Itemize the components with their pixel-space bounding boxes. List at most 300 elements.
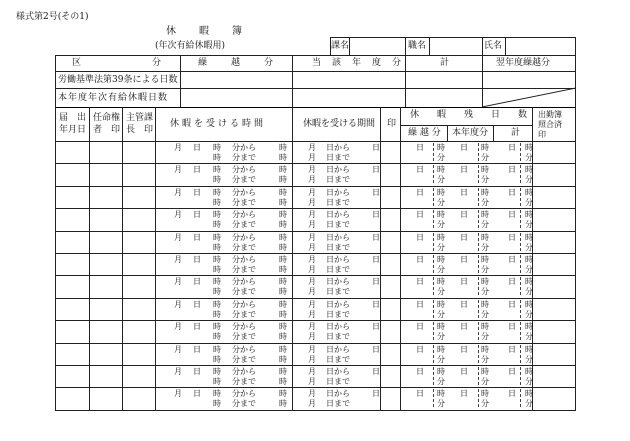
unit-day-to: 日まで — [326, 354, 350, 364]
unit-min: 分 — [437, 309, 445, 319]
unit-day: 日 — [416, 322, 424, 332]
unit-min-to: 分まで — [232, 309, 256, 319]
dashed-separator — [478, 345, 479, 363]
unit-day: 日 — [193, 367, 201, 376]
unit-month: 月 — [308, 187, 316, 197]
unit-day: 日 — [372, 344, 380, 354]
unit-min: 分 — [525, 377, 533, 386]
unit-day-to: 日まで — [326, 399, 350, 409]
unit-day: 日 — [508, 255, 516, 264]
unit-hour: 時 — [481, 367, 489, 376]
unit-day: 日 — [193, 255, 201, 264]
table-row — [55, 186, 576, 187]
unit-hour: 時 — [525, 255, 533, 264]
table-row — [55, 365, 576, 366]
col-chief-2: 長 印 — [126, 125, 154, 135]
dashed-separator — [478, 277, 479, 295]
unit-hour: 時 — [213, 220, 221, 230]
unit-hour: 時 — [525, 187, 533, 197]
unit-day-to: 日まで — [326, 265, 350, 274]
unit-min: 分 — [481, 287, 489, 297]
unit-hour: 時 — [525, 165, 533, 175]
unit-min: 分 — [525, 309, 533, 319]
unit-min: 分 — [481, 242, 489, 252]
unit-hour: 時 — [279, 309, 287, 319]
unit-min: 分 — [481, 265, 489, 274]
unit-min: 分 — [525, 153, 533, 162]
unit-month: 月 — [174, 143, 182, 152]
unit-hour: 時 — [437, 210, 445, 220]
unit-month: 月 — [174, 187, 182, 197]
col-seal: 印 — [387, 119, 397, 129]
unit-day: 日 — [460, 322, 468, 332]
unit-hour: 時 — [437, 255, 445, 264]
col-leave-hours: 休暇を受ける時間 — [170, 119, 267, 129]
unit-day-from: 日から — [326, 255, 350, 264]
table-row — [55, 410, 576, 411]
unit-hour: 時 — [437, 299, 445, 309]
unit-hour: 時 — [481, 299, 489, 309]
dashed-separator — [478, 367, 479, 385]
unit-month: 月 — [308, 220, 316, 230]
unit-month: 月 — [308, 175, 316, 185]
unit-min: 分 — [525, 287, 533, 297]
dashed-separator — [478, 233, 479, 251]
unit-hour: 時 — [279, 210, 287, 220]
unit-hour: 時 — [525, 299, 533, 309]
unit-day: 日 — [508, 210, 516, 220]
unit-hour: 時 — [279, 277, 287, 287]
unit-day: 日 — [372, 210, 380, 220]
unit-day: 日 — [508, 299, 516, 309]
unit-day: 日 — [193, 165, 201, 175]
summary-carried-header: 繰 越 分 — [198, 58, 276, 68]
unit-day: 日 — [193, 344, 201, 354]
unit-hour: 時 — [213, 143, 221, 152]
unit-min: 分 — [437, 242, 445, 252]
unit-day-to: 日まで — [326, 332, 350, 342]
unit-min: 分 — [437, 399, 445, 409]
unit-hour: 時 — [213, 265, 221, 274]
unit-month: 月 — [174, 277, 182, 287]
dashed-separator — [433, 389, 434, 407]
unit-hour: 時 — [279, 232, 287, 242]
unit-hour: 時 — [525, 210, 533, 220]
unit-month: 月 — [308, 210, 316, 220]
unit-min: 分 — [525, 265, 533, 274]
form-id: 様式第2号(その1) — [16, 12, 89, 22]
unit-day: 日 — [372, 277, 380, 287]
unit-month: 月 — [308, 242, 316, 252]
dashed-separator — [520, 233, 521, 251]
unit-day: 日 — [460, 367, 468, 376]
unit-hour: 時 — [481, 232, 489, 242]
col-rem-carried: 繰 越 分 — [408, 128, 441, 138]
unit-min: 分 — [481, 175, 489, 185]
unit-hour: 時 — [279, 399, 287, 409]
unit-hour: 時 — [279, 332, 287, 342]
unit-month: 月 — [308, 367, 316, 376]
unit-hour: 時 — [213, 187, 221, 197]
unit-hour: 時 — [437, 344, 445, 354]
unit-min: 分 — [437, 175, 445, 185]
unit-hour: 時 — [213, 287, 221, 297]
unit-hour: 時 — [213, 197, 221, 207]
unit-hour: 時 — [437, 367, 445, 376]
col-rem-current: 本年度分 — [452, 128, 489, 138]
unit-hour: 時 — [279, 175, 287, 185]
unit-month: 月 — [308, 377, 316, 386]
table-row — [55, 343, 576, 344]
unit-day: 日 — [508, 187, 516, 197]
dashed-separator — [520, 277, 521, 295]
unit-day-from: 日から — [326, 165, 350, 175]
unit-day: 日 — [372, 143, 380, 152]
unit-hour: 時 — [279, 389, 287, 399]
unit-hour: 時 — [279, 265, 287, 274]
table-row — [55, 320, 576, 321]
unit-day-from: 日から — [326, 367, 350, 376]
unit-min-from: 分から — [232, 389, 256, 399]
unit-min: 分 — [437, 265, 445, 274]
unit-hour: 時 — [437, 165, 445, 175]
unit-day-from: 日から — [326, 299, 350, 309]
unit-day-to: 日まで — [326, 197, 350, 207]
unit-min-to: 分まで — [232, 220, 256, 230]
col-leave-period: 休暇を受ける期間 — [303, 119, 376, 129]
unit-day: 日 — [416, 210, 424, 220]
unit-hour: 時 — [481, 255, 489, 264]
unit-day: 日 — [372, 165, 380, 175]
dashed-separator — [520, 389, 521, 407]
unit-hour: 時 — [437, 143, 445, 152]
dashed-separator — [433, 210, 434, 228]
unit-month: 月 — [308, 399, 316, 409]
unit-month: 月 — [174, 367, 182, 376]
unit-hour: 時 — [213, 309, 221, 319]
unit-day: 日 — [460, 143, 468, 152]
dashed-separator — [478, 188, 479, 206]
unit-hour: 時 — [279, 242, 287, 252]
unit-day: 日 — [372, 255, 380, 264]
unit-hour: 時 — [525, 389, 533, 399]
unit-hour: 時 — [437, 322, 445, 332]
table-row — [55, 387, 576, 388]
unit-hour: 時 — [525, 143, 533, 152]
unit-day: 日 — [193, 322, 201, 332]
unit-month: 月 — [174, 255, 182, 264]
unit-min-from: 分から — [232, 232, 256, 242]
unit-day: 日 — [508, 143, 516, 152]
unit-day: 日 — [460, 299, 468, 309]
unit-day: 日 — [416, 344, 424, 354]
unit-hour: 時 — [279, 187, 287, 197]
unit-day: 日 — [416, 165, 424, 175]
unit-day: 日 — [416, 367, 424, 376]
summary-current-header: 当 該 年 度 分 — [312, 58, 403, 68]
dashed-separator — [520, 188, 521, 206]
unit-min: 分 — [481, 354, 489, 364]
unit-min-from: 分から — [232, 344, 256, 354]
unit-hour: 時 — [213, 344, 221, 354]
unit-min-from: 分から — [232, 165, 256, 175]
unit-month: 月 — [308, 322, 316, 332]
dashed-separator — [520, 367, 521, 385]
unit-day: 日 — [416, 232, 424, 242]
unit-day-to: 日まで — [326, 287, 350, 297]
unit-min: 分 — [481, 153, 489, 162]
unit-day-to: 日まで — [326, 309, 350, 319]
col-attendance: 出勤簿 — [538, 110, 562, 119]
unit-month: 月 — [308, 332, 316, 342]
summary-row1-label: 労働基準法第39条による日数 — [58, 75, 178, 85]
dashed-separator — [433, 322, 434, 340]
unit-hour: 時 — [279, 197, 287, 207]
unit-month: 月 — [308, 165, 316, 175]
unit-day: 日 — [508, 165, 516, 175]
dashed-separator — [478, 165, 479, 183]
name-field[interactable] — [506, 38, 574, 54]
unit-hour: 時 — [213, 277, 221, 287]
unit-hour: 時 — [213, 232, 221, 242]
unit-day: 日 — [193, 277, 201, 287]
dashed-separator — [433, 233, 434, 251]
unit-hour: 時 — [279, 322, 287, 332]
col-appointer: 任命権 — [93, 113, 121, 123]
dashed-separator — [520, 210, 521, 228]
summary-total-header: 計 — [440, 58, 450, 68]
unit-min-to: 分まで — [232, 332, 256, 342]
unit-min: 分 — [437, 332, 445, 342]
unit-month: 月 — [308, 389, 316, 399]
unit-min-from: 分から — [232, 299, 256, 309]
unit-min: 分 — [525, 399, 533, 409]
unit-min: 分 — [481, 220, 489, 230]
unit-hour: 時 — [213, 299, 221, 309]
dashed-separator — [478, 389, 479, 407]
unit-day: 日 — [372, 232, 380, 242]
unit-day: 日 — [372, 367, 380, 376]
unit-day: 日 — [460, 187, 468, 197]
unit-day: 日 — [508, 277, 516, 287]
unit-day: 日 — [193, 143, 201, 152]
post-field[interactable] — [430, 38, 481, 54]
unit-min: 分 — [437, 287, 445, 297]
unit-day: 日 — [460, 277, 468, 287]
col-notify-date-2: 年月日 — [59, 125, 87, 135]
unit-hour: 時 — [213, 255, 221, 264]
unit-min-from: 分から — [232, 255, 256, 264]
dashed-separator — [433, 165, 434, 183]
unit-hour: 時 — [213, 354, 221, 364]
dashed-separator — [478, 300, 479, 318]
unit-day: 日 — [372, 322, 380, 332]
col-notify-date: 届 出 — [59, 113, 87, 123]
unit-hour: 時 — [213, 242, 221, 252]
unit-day-from: 日から — [326, 187, 350, 197]
unit-month: 月 — [174, 299, 182, 309]
unit-hour: 時 — [279, 344, 287, 354]
unit-day: 日 — [460, 165, 468, 175]
unit-day: 日 — [193, 187, 201, 197]
unit-min: 分 — [437, 197, 445, 207]
dashed-separator — [478, 143, 479, 161]
unit-day-from: 日から — [326, 232, 350, 242]
dept-field[interactable] — [350, 38, 404, 54]
unit-day-from: 日から — [326, 277, 350, 287]
unit-day: 日 — [460, 232, 468, 242]
unit-min-to: 分まで — [232, 287, 256, 297]
table-row — [55, 231, 576, 232]
unit-day-from: 日から — [326, 143, 350, 152]
unit-day: 日 — [416, 277, 424, 287]
unit-min-from: 分から — [232, 187, 256, 197]
unit-min-to: 分まで — [232, 153, 256, 162]
summary-diagonal — [482, 71, 576, 107]
unit-min-to: 分まで — [232, 354, 256, 364]
unit-hour: 時 — [525, 232, 533, 242]
table-row — [55, 275, 576, 276]
dashed-separator — [433, 143, 434, 161]
post-label: 職名 — [408, 41, 427, 51]
unit-hour: 時 — [213, 389, 221, 399]
unit-min: 分 — [481, 197, 489, 207]
unit-hour: 時 — [279, 255, 287, 264]
unit-day: 日 — [416, 299, 424, 309]
dashed-separator — [520, 322, 521, 340]
col-remaining: 休 暇 残 日 数 — [410, 110, 528, 120]
unit-day-from: 日から — [326, 389, 350, 399]
unit-min: 分 — [525, 197, 533, 207]
table-row — [55, 163, 576, 164]
summary-section-header: 区 分 — [72, 58, 163, 68]
unit-month: 月 — [174, 165, 182, 175]
col-attendance-2: 照合済 — [538, 120, 562, 129]
dept-label: 課名 — [331, 41, 350, 51]
unit-hour: 時 — [481, 277, 489, 287]
unit-month: 月 — [308, 143, 316, 152]
unit-day: 日 — [416, 143, 424, 152]
unit-day-to: 日まで — [326, 377, 350, 386]
unit-month: 月 — [308, 287, 316, 297]
col-rem-total: 計 — [511, 128, 521, 138]
unit-hour: 時 — [437, 187, 445, 197]
unit-hour: 時 — [279, 165, 287, 175]
summary-row2-label: 本年度年次有給休暇日数 — [58, 93, 169, 103]
dashed-separator — [520, 300, 521, 318]
unit-month: 月 — [174, 210, 182, 220]
unit-day: 日 — [508, 389, 516, 399]
unit-min: 分 — [525, 242, 533, 252]
unit-hour: 時 — [525, 367, 533, 376]
unit-day: 日 — [508, 322, 516, 332]
dashed-separator — [433, 367, 434, 385]
unit-day: 日 — [416, 389, 424, 399]
unit-hour: 時 — [213, 175, 221, 185]
unit-min: 分 — [481, 309, 489, 319]
unit-hour: 時 — [481, 389, 489, 399]
unit-day: 日 — [460, 389, 468, 399]
unit-hour: 時 — [481, 143, 489, 152]
unit-day: 日 — [460, 210, 468, 220]
dashed-separator — [433, 345, 434, 363]
unit-hour: 時 — [213, 399, 221, 409]
unit-month: 月 — [308, 344, 316, 354]
unit-hour: 時 — [481, 344, 489, 354]
table-row — [55, 298, 576, 299]
unit-hour: 時 — [525, 322, 533, 332]
unit-hour: 時 — [437, 277, 445, 287]
unit-min-from: 分から — [232, 210, 256, 220]
unit-hour: 時 — [213, 153, 221, 162]
unit-month: 月 — [308, 265, 316, 274]
unit-min-to: 分まで — [232, 242, 256, 252]
unit-min: 分 — [481, 332, 489, 342]
unit-day: 日 — [372, 299, 380, 309]
unit-month: 月 — [308, 299, 316, 309]
unit-hour: 時 — [437, 389, 445, 399]
unit-min-from: 分から — [232, 367, 256, 376]
unit-min-from: 分から — [232, 143, 256, 152]
unit-day-to: 日まで — [326, 153, 350, 162]
dashed-separator — [520, 165, 521, 183]
unit-min-to: 分まで — [232, 197, 256, 207]
unit-day: 日 — [193, 389, 201, 399]
name-label: 氏名 — [484, 41, 503, 51]
unit-hour: 時 — [213, 332, 221, 342]
dashed-separator — [433, 277, 434, 295]
unit-min: 分 — [525, 354, 533, 364]
unit-hour: 時 — [279, 287, 287, 297]
unit-min: 分 — [437, 377, 445, 386]
unit-hour: 時 — [213, 210, 221, 220]
unit-hour: 時 — [213, 377, 221, 386]
dashed-separator — [520, 345, 521, 363]
form-title: 休 暇 簿 — [166, 26, 243, 37]
dashed-separator — [520, 255, 521, 273]
unit-month: 月 — [308, 309, 316, 319]
unit-min: 分 — [525, 332, 533, 342]
unit-min-to: 分まで — [232, 265, 256, 274]
dashed-separator — [433, 300, 434, 318]
unit-day: 日 — [416, 255, 424, 264]
unit-min-to: 分まで — [232, 377, 256, 386]
dashed-separator — [478, 255, 479, 273]
unit-min-to: 分まで — [232, 399, 256, 409]
unit-month: 月 — [308, 255, 316, 264]
unit-min-to: 分まで — [232, 175, 256, 185]
dashed-separator — [478, 322, 479, 340]
unit-day-from: 日から — [326, 322, 350, 332]
unit-hour: 時 — [481, 187, 489, 197]
col-chief: 主管課 — [126, 113, 154, 123]
unit-month: 月 — [308, 277, 316, 287]
unit-hour: 時 — [279, 220, 287, 230]
unit-min: 分 — [437, 354, 445, 364]
unit-day: 日 — [372, 389, 380, 399]
unit-hour: 時 — [481, 322, 489, 332]
unit-day-to: 日まで — [326, 242, 350, 252]
unit-day: 日 — [193, 232, 201, 242]
unit-min: 分 — [481, 377, 489, 386]
table-row — [55, 208, 576, 209]
unit-month: 月 — [174, 344, 182, 354]
unit-day: 日 — [460, 255, 468, 264]
unit-month: 月 — [308, 232, 316, 242]
unit-hour: 時 — [213, 165, 221, 175]
unit-month: 月 — [174, 389, 182, 399]
unit-day: 日 — [372, 187, 380, 197]
